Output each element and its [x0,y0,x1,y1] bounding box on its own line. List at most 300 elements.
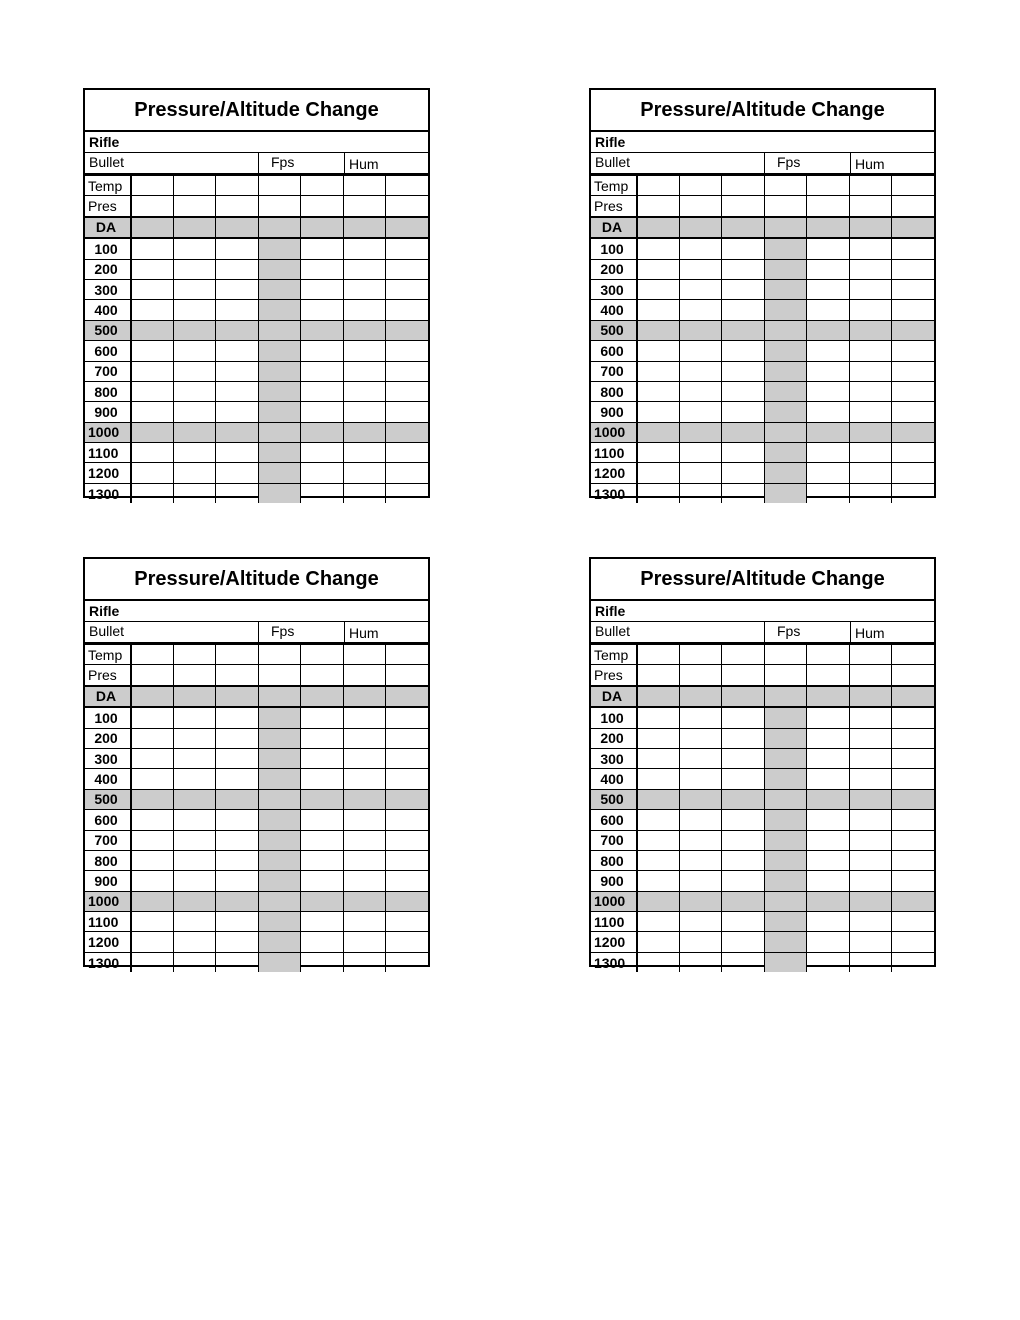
entry-cell[interactable] [679,422,721,442]
entry-cell[interactable] [386,748,428,768]
entry-cell[interactable] [849,176,891,196]
entry-cell[interactable] [216,769,258,789]
entry-cell[interactable] [343,320,385,340]
entry-cell[interactable] [849,259,891,279]
entry-cell[interactable] [764,850,806,870]
entry-cell[interactable] [679,341,721,361]
entry-cell[interactable] [173,279,215,299]
entry-cell[interactable] [173,728,215,748]
entry-cell[interactable] [807,320,849,340]
entry-cell[interactable] [343,891,385,911]
entry-cell[interactable] [343,830,385,850]
entry-cell[interactable] [722,891,764,911]
entry-cell[interactable] [131,422,173,442]
entry-cell[interactable] [216,952,258,972]
entry-cell[interactable] [173,932,215,952]
entry-cell[interactable] [301,891,343,911]
entry-cell[interactable] [258,463,300,483]
entry-cell[interactable] [807,402,849,422]
entry-cell[interactable] [216,830,258,850]
entry-cell[interactable] [173,871,215,891]
entry-cell[interactable] [807,443,849,463]
entry-cell[interactable] [343,259,385,279]
entry-cell[interactable] [386,952,428,972]
entry-cell[interactable] [637,196,679,217]
entry-cell[interactable] [764,483,806,503]
entry-cell[interactable] [258,728,300,748]
entry-cell[interactable] [343,402,385,422]
entry-cell[interactable] [343,361,385,381]
entry-cell[interactable] [173,422,215,442]
entry-cell[interactable] [849,891,891,911]
entry-cell[interactable] [679,912,721,932]
entry-cell[interactable] [892,402,934,422]
entry-cell[interactable] [807,341,849,361]
entry-cell[interactable] [216,238,258,259]
entry-cell[interactable] [764,341,806,361]
entry-cell[interactable] [722,196,764,217]
entry-cell[interactable] [637,728,679,748]
entry-cell[interactable] [301,422,343,442]
entry-cell[interactable] [892,830,934,850]
entry-cell[interactable] [343,238,385,259]
entry-cell[interactable] [131,871,173,891]
entry-cell[interactable] [722,422,764,442]
entry-cell[interactable] [216,279,258,299]
entry-cell[interactable] [386,912,428,932]
entry-cell[interactable] [258,238,300,259]
entry-cell[interactable] [849,932,891,952]
entry-cell[interactable] [343,932,385,952]
entry-cell[interactable] [343,707,385,728]
entry-cell[interactable] [131,789,173,809]
entry-cell[interactable] [679,279,721,299]
entry-cell[interactable] [131,769,173,789]
entry-cell[interactable] [343,665,385,686]
entry-cell[interactable] [892,707,934,728]
entry-cell[interactable] [386,665,428,686]
entry-cell[interactable] [216,686,258,707]
entry-cell[interactable] [216,912,258,932]
entry-cell[interactable] [764,217,806,238]
entry-cell[interactable] [258,912,300,932]
entry-cell[interactable] [216,381,258,401]
entry-cell[interactable] [258,707,300,728]
entry-cell[interactable] [173,707,215,728]
entry-cell[interactable] [343,810,385,830]
entry-cell[interactable] [173,176,215,196]
entry-cell[interactable] [173,463,215,483]
entry-cell[interactable] [722,279,764,299]
entry-cell[interactable] [131,810,173,830]
entry-cell[interactable] [722,686,764,707]
entry-cell[interactable] [301,196,343,217]
entry-cell[interactable] [301,830,343,850]
entry-cell[interactable] [764,443,806,463]
entry-cell[interactable] [173,645,215,665]
entry-cell[interactable] [764,789,806,809]
entry-cell[interactable] [807,789,849,809]
entry-cell[interactable] [301,932,343,952]
entry-cell[interactable] [722,361,764,381]
entry-cell[interactable] [679,381,721,401]
entry-cell[interactable] [892,810,934,830]
entry-cell[interactable] [679,320,721,340]
entry-cell[interactable] [892,259,934,279]
entry-cell[interactable] [637,443,679,463]
entry-cell[interactable] [679,176,721,196]
entry-cell[interactable] [892,728,934,748]
entry-cell[interactable] [722,769,764,789]
entry-cell[interactable] [722,912,764,932]
entry-cell[interactable] [764,707,806,728]
entry-cell[interactable] [679,891,721,911]
entry-cell[interactable] [849,769,891,789]
entry-cell[interactable] [301,217,343,238]
entry-cell[interactable] [386,932,428,952]
entry-cell[interactable] [386,196,428,217]
entry-cell[interactable] [807,952,849,972]
entry-cell[interactable] [764,422,806,442]
entry-cell[interactable] [301,176,343,196]
entry-cell[interactable] [849,665,891,686]
entry-cell[interactable] [892,789,934,809]
entry-cell[interactable] [892,320,934,340]
entry-cell[interactable] [386,238,428,259]
entry-cell[interactable] [722,483,764,503]
entry-cell[interactable] [343,952,385,972]
entry-cell[interactable] [679,748,721,768]
entry-cell[interactable] [679,443,721,463]
entry-cell[interactable] [679,238,721,259]
entry-cell[interactable] [173,686,215,707]
entry-cell[interactable] [386,361,428,381]
entry-cell[interactable] [892,463,934,483]
entry-cell[interactable] [764,830,806,850]
entry-cell[interactable] [131,463,173,483]
entry-cell[interactable] [764,381,806,401]
entry-cell[interactable] [343,422,385,442]
entry-cell[interactable] [301,259,343,279]
entry-cell[interactable] [849,871,891,891]
entry-cell[interactable] [216,463,258,483]
entry-cell[interactable] [173,912,215,932]
entry-cell[interactable] [216,932,258,952]
entry-cell[interactable] [301,483,343,503]
entry-cell[interactable] [216,176,258,196]
entry-cell[interactable] [301,789,343,809]
entry-cell[interactable] [807,769,849,789]
entry-cell[interactable] [679,483,721,503]
entry-cell[interactable] [301,238,343,259]
entry-cell[interactable] [722,341,764,361]
entry-cell[interactable] [173,238,215,259]
entry-cell[interactable] [764,176,806,196]
entry-cell[interactable] [849,810,891,830]
entry-cell[interactable] [679,810,721,830]
entry-cell[interactable] [637,769,679,789]
entry-cell[interactable] [637,300,679,320]
entry-cell[interactable] [386,217,428,238]
entry-cell[interactable] [722,850,764,870]
entry-cell[interactable] [258,196,300,217]
entry-cell[interactable] [131,645,173,665]
entry-cell[interactable] [637,361,679,381]
entry-cell[interactable] [849,238,891,259]
entry-cell[interactable] [679,645,721,665]
entry-cell[interactable] [892,279,934,299]
entry-cell[interactable] [343,381,385,401]
entry-cell[interactable] [722,381,764,401]
entry-cell[interactable] [637,320,679,340]
entry-cell[interactable] [637,422,679,442]
entry-cell[interactable] [216,810,258,830]
entry-cell[interactable] [807,176,849,196]
entry-cell[interactable] [386,728,428,748]
entry-cell[interactable] [679,686,721,707]
entry-cell[interactable] [173,300,215,320]
entry-cell[interactable] [722,789,764,809]
entry-cell[interactable] [173,952,215,972]
entry-cell[interactable] [764,932,806,952]
entry-cell[interactable] [679,259,721,279]
entry-cell[interactable] [849,789,891,809]
entry-cell[interactable] [258,279,300,299]
entry-cell[interactable] [764,300,806,320]
entry-cell[interactable] [722,728,764,748]
entry-cell[interactable] [637,707,679,728]
entry-cell[interactable] [258,361,300,381]
entry-cell[interactable] [764,238,806,259]
entry-cell[interactable] [807,728,849,748]
entry-cell[interactable] [301,912,343,932]
entry-cell[interactable] [722,810,764,830]
entry-cell[interactable] [637,932,679,952]
entry-cell[interactable] [258,300,300,320]
entry-cell[interactable] [301,402,343,422]
entry-cell[interactable] [764,912,806,932]
entry-cell[interactable] [131,912,173,932]
entry-cell[interactable] [343,912,385,932]
entry-cell[interactable] [301,645,343,665]
entry-cell[interactable] [343,443,385,463]
entry-cell[interactable] [386,341,428,361]
entry-cell[interactable] [807,381,849,401]
entry-cell[interactable] [807,361,849,381]
entry-cell[interactable] [173,891,215,911]
entry-cell[interactable] [637,686,679,707]
entry-cell[interactable] [216,871,258,891]
entry-cell[interactable] [807,932,849,952]
entry-cell[interactable] [764,196,806,217]
entry-cell[interactable] [301,871,343,891]
entry-cell[interactable] [807,912,849,932]
entry-cell[interactable] [637,645,679,665]
entry-cell[interactable] [722,238,764,259]
entry-cell[interactable] [173,196,215,217]
entry-cell[interactable] [258,483,300,503]
entry-cell[interactable] [131,748,173,768]
entry-cell[interactable] [679,932,721,952]
entry-cell[interactable] [807,665,849,686]
entry-cell[interactable] [216,728,258,748]
entry-cell[interactable] [764,686,806,707]
entry-cell[interactable] [343,196,385,217]
entry-cell[interactable] [849,463,891,483]
entry-cell[interactable] [892,483,934,503]
entry-cell[interactable] [807,891,849,911]
entry-cell[interactable] [386,422,428,442]
entry-cell[interactable] [892,686,934,707]
entry-cell[interactable] [722,259,764,279]
entry-cell[interactable] [807,810,849,830]
entry-cell[interactable] [892,443,934,463]
entry-cell[interactable] [173,769,215,789]
entry-cell[interactable] [131,279,173,299]
entry-cell[interactable] [386,402,428,422]
entry-cell[interactable] [258,850,300,870]
entry-cell[interactable] [849,279,891,299]
entry-cell[interactable] [216,707,258,728]
entry-cell[interactable] [849,728,891,748]
entry-cell[interactable] [258,686,300,707]
entry-cell[interactable] [173,320,215,340]
entry-cell[interactable] [131,361,173,381]
entry-cell[interactable] [386,483,428,503]
entry-cell[interactable] [258,871,300,891]
entry-cell[interactable] [131,850,173,870]
entry-cell[interactable] [131,707,173,728]
entry-cell[interactable] [343,217,385,238]
entry-cell[interactable] [764,279,806,299]
entry-cell[interactable] [849,320,891,340]
entry-cell[interactable] [637,483,679,503]
entry-cell[interactable] [892,912,934,932]
entry-cell[interactable] [637,830,679,850]
entry-cell[interactable] [386,686,428,707]
entry-cell[interactable] [722,645,764,665]
entry-cell[interactable] [258,176,300,196]
entry-cell[interactable] [849,381,891,401]
entry-cell[interactable] [386,320,428,340]
entry-cell[interactable] [216,341,258,361]
entry-cell[interactable] [386,645,428,665]
entry-cell[interactable] [216,300,258,320]
entry-cell[interactable] [679,728,721,748]
entry-cell[interactable] [679,196,721,217]
entry-cell[interactable] [849,402,891,422]
entry-cell[interactable] [343,176,385,196]
entry-cell[interactable] [173,748,215,768]
entry-cell[interactable] [722,748,764,768]
entry-cell[interactable] [258,810,300,830]
entry-cell[interactable] [131,443,173,463]
entry-cell[interactable] [637,259,679,279]
entry-cell[interactable] [131,341,173,361]
entry-cell[interactable] [637,217,679,238]
entry-cell[interactable] [637,748,679,768]
entry-cell[interactable] [216,645,258,665]
entry-cell[interactable] [216,850,258,870]
entry-cell[interactable] [343,850,385,870]
entry-cell[interactable] [173,443,215,463]
entry-cell[interactable] [807,259,849,279]
entry-cell[interactable] [386,259,428,279]
entry-cell[interactable] [849,217,891,238]
entry-cell[interactable] [343,871,385,891]
entry-cell[interactable] [892,381,934,401]
entry-cell[interactable] [722,176,764,196]
entry-cell[interactable] [343,341,385,361]
entry-cell[interactable] [892,361,934,381]
entry-cell[interactable] [764,320,806,340]
entry-cell[interactable] [764,665,806,686]
entry-cell[interactable] [343,300,385,320]
entry-cell[interactable] [637,665,679,686]
entry-cell[interactable] [637,789,679,809]
entry-cell[interactable] [173,381,215,401]
entry-cell[interactable] [258,422,300,442]
entry-cell[interactable] [131,665,173,686]
entry-cell[interactable] [343,645,385,665]
entry-cell[interactable] [216,402,258,422]
entry-cell[interactable] [343,789,385,809]
entry-cell[interactable] [301,850,343,870]
entry-cell[interactable] [131,830,173,850]
entry-cell[interactable] [343,483,385,503]
entry-cell[interactable] [216,361,258,381]
entry-cell[interactable] [258,402,300,422]
entry-cell[interactable] [849,483,891,503]
entry-cell[interactable] [849,300,891,320]
entry-cell[interactable] [301,686,343,707]
entry-cell[interactable] [258,217,300,238]
entry-cell[interactable] [258,789,300,809]
entry-cell[interactable] [258,748,300,768]
entry-cell[interactable] [637,463,679,483]
entry-cell[interactable] [216,665,258,686]
entry-cell[interactable] [807,645,849,665]
entry-cell[interactable] [722,443,764,463]
entry-cell[interactable] [301,443,343,463]
entry-cell[interactable] [807,422,849,442]
entry-cell[interactable] [722,932,764,952]
entry-cell[interactable] [849,341,891,361]
entry-cell[interactable] [849,912,891,932]
entry-cell[interactable] [892,341,934,361]
entry-cell[interactable] [637,912,679,932]
entry-cell[interactable] [849,196,891,217]
entry-cell[interactable] [807,871,849,891]
entry-cell[interactable] [849,361,891,381]
entry-cell[interactable] [173,217,215,238]
entry-cell[interactable] [722,217,764,238]
entry-cell[interactable] [679,952,721,972]
entry-cell[interactable] [173,483,215,503]
entry-cell[interactable] [216,196,258,217]
entry-cell[interactable] [807,238,849,259]
entry-cell[interactable] [892,665,934,686]
entry-cell[interactable] [216,443,258,463]
entry-cell[interactable] [216,483,258,503]
entry-cell[interactable] [764,810,806,830]
entry-cell[interactable] [343,748,385,768]
entry-cell[interactable] [722,320,764,340]
entry-cell[interactable] [258,665,300,686]
entry-cell[interactable] [131,176,173,196]
entry-cell[interactable] [679,300,721,320]
entry-cell[interactable] [849,748,891,768]
